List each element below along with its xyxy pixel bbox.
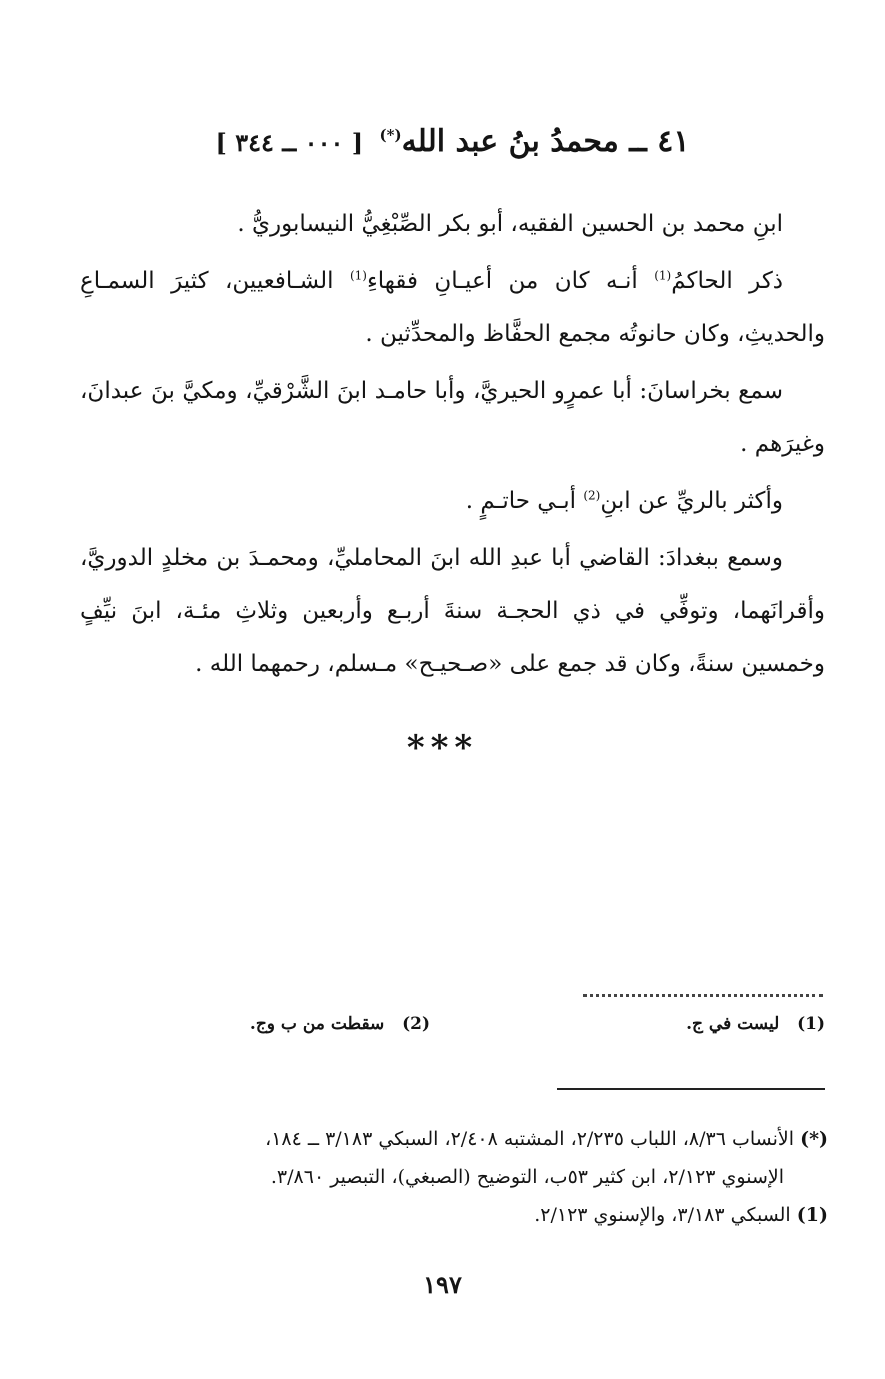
- paragraph-baghdad: وسمع ببغدادَ: القاضي أبا عبدِ الله ابنَ المحامليِّ، ومحمـدَ بن مخلدٍ الدوريَّ، وأقرانَهما، وتوفِّي في ذي الحجـة سنةَ أربـع وأربعين وثلاثِ مئـة، ابنَ نيِّفٍ وخمسين سنةً، وكان قد جمع على «صـحيـح» مـسلم، رحمهما الله .: [80, 545, 825, 677]
- variant-note-1: (1) ليست في ج.: [686, 1014, 825, 1034]
- footnotes: [78, 1120, 828, 1234]
- footnote-ref: (2): [583, 488, 601, 503]
- entry-body: [80, 198, 825, 691]
- paragraph-lineage: ابنِ محمد بن الحسين الفقيه، أبو بكر الصِّبْغِيُّ النيسابوريُّ .: [237, 211, 783, 237]
- page-number: ١٩٧: [423, 1270, 462, 1299]
- paragraph-khurasan: سمع بخراسانَ: أبا عمرٍو الحيريَّ، وأبا حامـد ابنَ الشَّرْقيِّ، ومكيَّ بنَ عبدانَ، وغيرَهم .: [80, 378, 825, 457]
- footnote-1: (1) السبكي ٣/١٨٣، والإسنوي ٢/١٢٣.: [534, 1204, 828, 1226]
- section-separator: ***: [406, 728, 479, 768]
- dotted-divider: [583, 982, 823, 997]
- entry-heading: [80, 112, 825, 166]
- entry-dates: [ ٠٠٠ ــ ٣٤٤ ]: [215, 128, 364, 157]
- footnote-star: (*) الأنساب ٨/٣٦، اللباب ٢/٢٣٥، المشتبه ٢/٤٠٨، السبكي ٣/١٨٣ ــ ١٨٤،: [265, 1128, 828, 1150]
- paragraph-rayy: وأكثر بالريِّ عن ابنِ$^{(2)}$ أبـي حاتـمٍ .: [465, 488, 783, 514]
- footnote-rule: [557, 1088, 825, 1090]
- footnote-ref: (1): [349, 268, 367, 283]
- entry-title: ٤١ ــ محمدُ بنُ عبد الله: [401, 124, 690, 159]
- footnote-ref: (1): [654, 268, 672, 283]
- variant-note-2: (2) سقطت من ب وج.: [249, 1014, 430, 1034]
- title-footnote-marker: (*): [379, 126, 402, 144]
- paragraph-hakim: ذكر الحاكمُ$^{(1)}$ أنـه كان من أعيـانِ فقهاءِ$^{(1)}$ الشـافعيين، كثيرَ السمـاعِ والحديثِ، وكان حانوتُه مجمع الحفَّاظ والمحدِّثين .: [80, 268, 825, 347]
- footnote-star-continued: الإسنوي ٢/١٢٣، ابن كثير ٥٣ب، التوضيح (الصبغي)، التبصير ٣/٨٦٠.: [270, 1166, 784, 1188]
- variant-notes: [80, 1014, 825, 1044]
